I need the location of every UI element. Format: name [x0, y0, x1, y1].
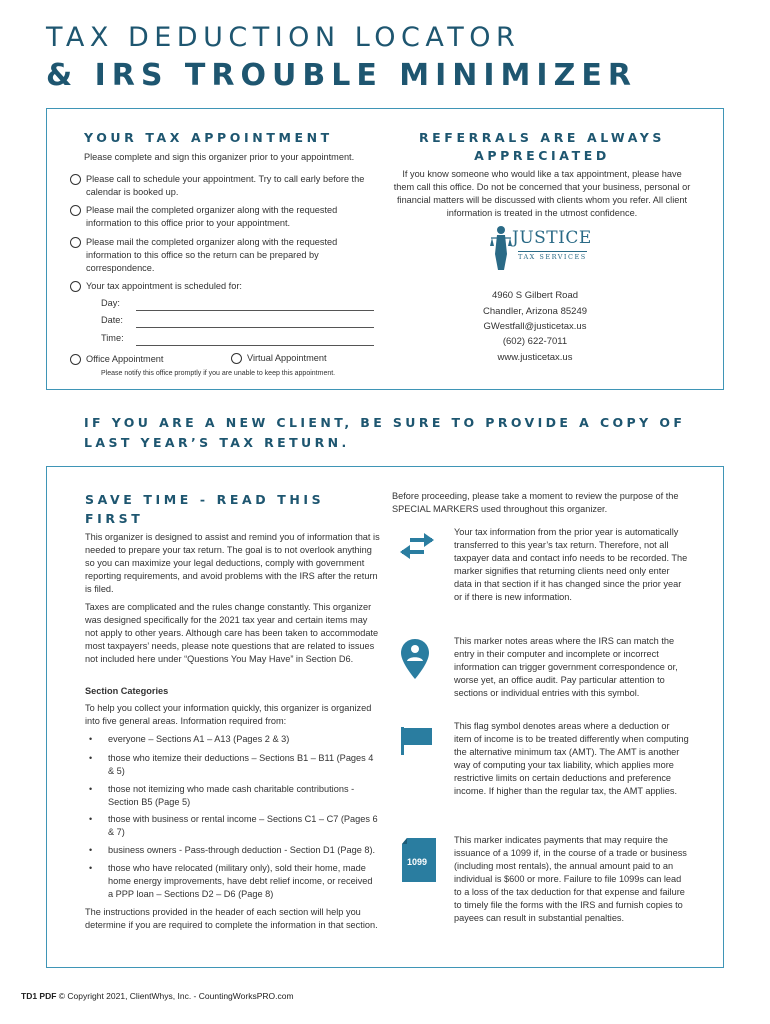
date-label: Date:: [101, 315, 123, 325]
option-label: Please call to schedule your appointment. Try to call early before the calendar is booked up.: [86, 174, 365, 197]
option-label: Your tax appointment is scheduled for:: [86, 281, 242, 291]
save-time-paragraph-4: The instructions provided in the header of each section will help you determine if you are required to complete the information in that section.: [85, 907, 378, 930]
radio-button[interactable]: [70, 354, 81, 365]
list-item-text: those who itemize their deductions – Sections B1 – B11 (Pages 4 & 5): [108, 753, 374, 776]
marker-description: Your tax information from the prior year is automatically transferred to this year’s tax return. Therefore, not all taxpayer data and contact info needs to be recorded. The marker signifies that returning clients need only enter data in that section if it has changed since the prior year or if there is new information.: [454, 527, 688, 602]
appointment-heading: YOUR TAX APPOINTMENT: [84, 130, 333, 145]
logo-subtitle: TAX SERVICES: [518, 253, 587, 261]
contact-phone: (602) 622-7011: [502, 336, 568, 347]
footer-copyright: © Copyright 2021, ClientWhys, Inc. - CountingWorksPRO.com: [58, 991, 294, 1001]
list-item: [89, 752, 379, 778]
radio-button[interactable]: [70, 281, 81, 292]
list-item-text: business owners - Pass-through deduction - Section D1 (Page 8).: [108, 845, 376, 855]
option-scheduled[interactable]: [84, 280, 384, 293]
list-item-text: those not itemizing who made cash charitable contributions - Section B5 (Page 5): [108, 784, 355, 807]
marker-description: This flag symbol denotes areas where a deduction or item of income is to be treated differently when computing the alternative minimum tax (AMT). The AMT is another way of computing your tax liability, which applies more restrictive limits on certain deductions and preference income. If higher than the regular tax, the AMT applies.: [454, 721, 689, 796]
option-call-schedule[interactable]: [84, 173, 384, 199]
list-item: [89, 813, 379, 839]
time-label: Time:: [101, 333, 124, 343]
notify-note: Please notify this office promptly if you are unable to keep this appointment.: [101, 370, 336, 377]
contact-email[interactable]: GWestfall@justicetax.us: [483, 321, 587, 332]
save-time-heading-line2: FIRST: [85, 511, 144, 526]
arrows-icon: [398, 532, 436, 560]
option-mail-correspondence[interactable]: [84, 236, 384, 275]
lady-justice-icon: [490, 224, 512, 272]
footer-code: TD1 PDF: [21, 991, 57, 1001]
option-label: Office Appointment: [86, 354, 164, 364]
bullet-mark: •: [89, 784, 93, 794]
address-line2: Chandler, Arizona 85249: [482, 306, 588, 317]
time-field[interactable]: [136, 345, 374, 346]
markers-intro: Before proceeding, please take a moment to review the purpose of the SPECIAL MARKERS used throughout this organizer.: [392, 491, 679, 514]
option-virtual-appointment[interactable]: [245, 352, 385, 365]
bullet-mark: •: [89, 814, 93, 824]
justice-logo: [488, 222, 592, 274]
save-time-paragraph-2: Taxes are complicated and the rules change constantly. This organizer was designed specifically for the 2021 tax year and certain items may not apply to other years. Although care has been taken to accommodate most taxpayers’ needs, please note questions that are related to issues not included here under “Questions You May Have” in Section D6.: [85, 602, 379, 664]
referrals-heading-line2: APPRECIATED: [474, 148, 610, 163]
radio-button[interactable]: [70, 174, 81, 185]
option-label: Virtual Appointment: [247, 353, 327, 363]
date-field[interactable]: [136, 327, 374, 328]
radio-button[interactable]: [70, 205, 81, 216]
list-item: [89, 733, 379, 746]
address-line1: 4960 S Gilbert Road: [491, 290, 579, 301]
day-field[interactable]: [136, 310, 374, 311]
option-mail-prior[interactable]: [84, 204, 384, 230]
radio-button[interactable]: [70, 237, 81, 248]
flag-icon: [400, 726, 434, 756]
marker-description: This marker indicates payments that may require the issuance of a 1099 if, in the course of a trade or business (including most rentals), the annual amount paid to an individual is $600 or more. Failure to file 1099s can lead to a loss of the tax deduction for that expense and failure to timely file the forms with the IRS and furnish copies to payees can result in substantial penalties.: [454, 835, 687, 923]
new-client-notice: [84, 413, 724, 453]
location-pin-icon: [400, 638, 430, 680]
footer: [21, 991, 294, 1001]
bullet-mark: •: [89, 734, 93, 744]
save-time-heading-line1: SAVE TIME - READ THIS: [85, 492, 325, 507]
radio-button[interactable]: [231, 353, 242, 364]
contact-website[interactable]: www.justicetax.us: [497, 352, 573, 363]
option-office-appointment[interactable]: [84, 353, 224, 366]
day-label: Day:: [101, 298, 120, 308]
bullet-mark: •: [89, 845, 93, 855]
referrals-heading-line1: REFERRALS ARE ALWAYS: [418, 130, 666, 145]
referrals-text: If you know someone who would like a tax appointment, please have them call this office. Do not be concerned that your business, personal or financial matters will be discussed with clients whom you refer. All client information is treated in the utmost confidence.: [393, 169, 691, 218]
form-1099-icon: [401, 837, 437, 883]
save-time-paragraph-1: This organizer is designed to assist and remind you of information that is needed to prepare your tax return. The goal is to not overlook anything so you can maximize your legal deductions, comply with government reporting requirements, and avoid problems with the IRS after the return is filed.: [85, 532, 380, 594]
page-title-line2: & IRS TROUBLE MINIMIZER: [46, 58, 637, 93]
list-item-text: those with business or rental income – Sections C1 – C7 (Pages 6 & 7): [108, 814, 378, 837]
save-time-paragraph-3: To help you collect your information quickly, this organizer is organized into five general areas. Information required from:: [85, 703, 372, 726]
list-item: [89, 862, 379, 901]
option-label: Please mail the completed organizer along with the requested information to this office prior to your appointment.: [86, 205, 338, 228]
list-item: [89, 844, 379, 857]
appointment-intro: Please complete and sign this organizer prior to your appointment.: [84, 152, 355, 162]
logo-name: JUSTICE: [512, 228, 592, 248]
bullet-mark: •: [89, 753, 93, 763]
list-item-text: everyone – Sections A1 – A13 (Pages 2 & 3): [108, 734, 290, 744]
bullet-mark: •: [89, 863, 93, 873]
page-title-line1: TAX DEDUCTION LOCATOR: [46, 22, 521, 53]
new-client-line2: LAST YEAR’S TAX RETURN.: [84, 435, 350, 450]
marker-description: This marker notes areas where the IRS can match the entry in their computer and incomplete or incorrect information can trigger government correspondence or, worse yet, an office audit. Pay particular attention to sections or individual entries with this symbol.: [454, 636, 678, 698]
option-label: Please mail the completed organizer along with the requested information to this office so the return can be prepared by correspondence.: [86, 237, 338, 273]
section-categories-heading: Section Categories: [85, 686, 169, 696]
list-item: [89, 783, 379, 809]
form-1099-label: 1099: [407, 857, 428, 867]
new-client-line1: IF YOU ARE A NEW CLIENT, BE SURE TO PROVIDE A COPY OF: [84, 415, 686, 430]
list-item-text: those who have relocated (military only), sold their home, made home energy improvements, have debt relief income, or received a PPP loan – Sections D2 – D6 (Page 8): [108, 863, 373, 899]
